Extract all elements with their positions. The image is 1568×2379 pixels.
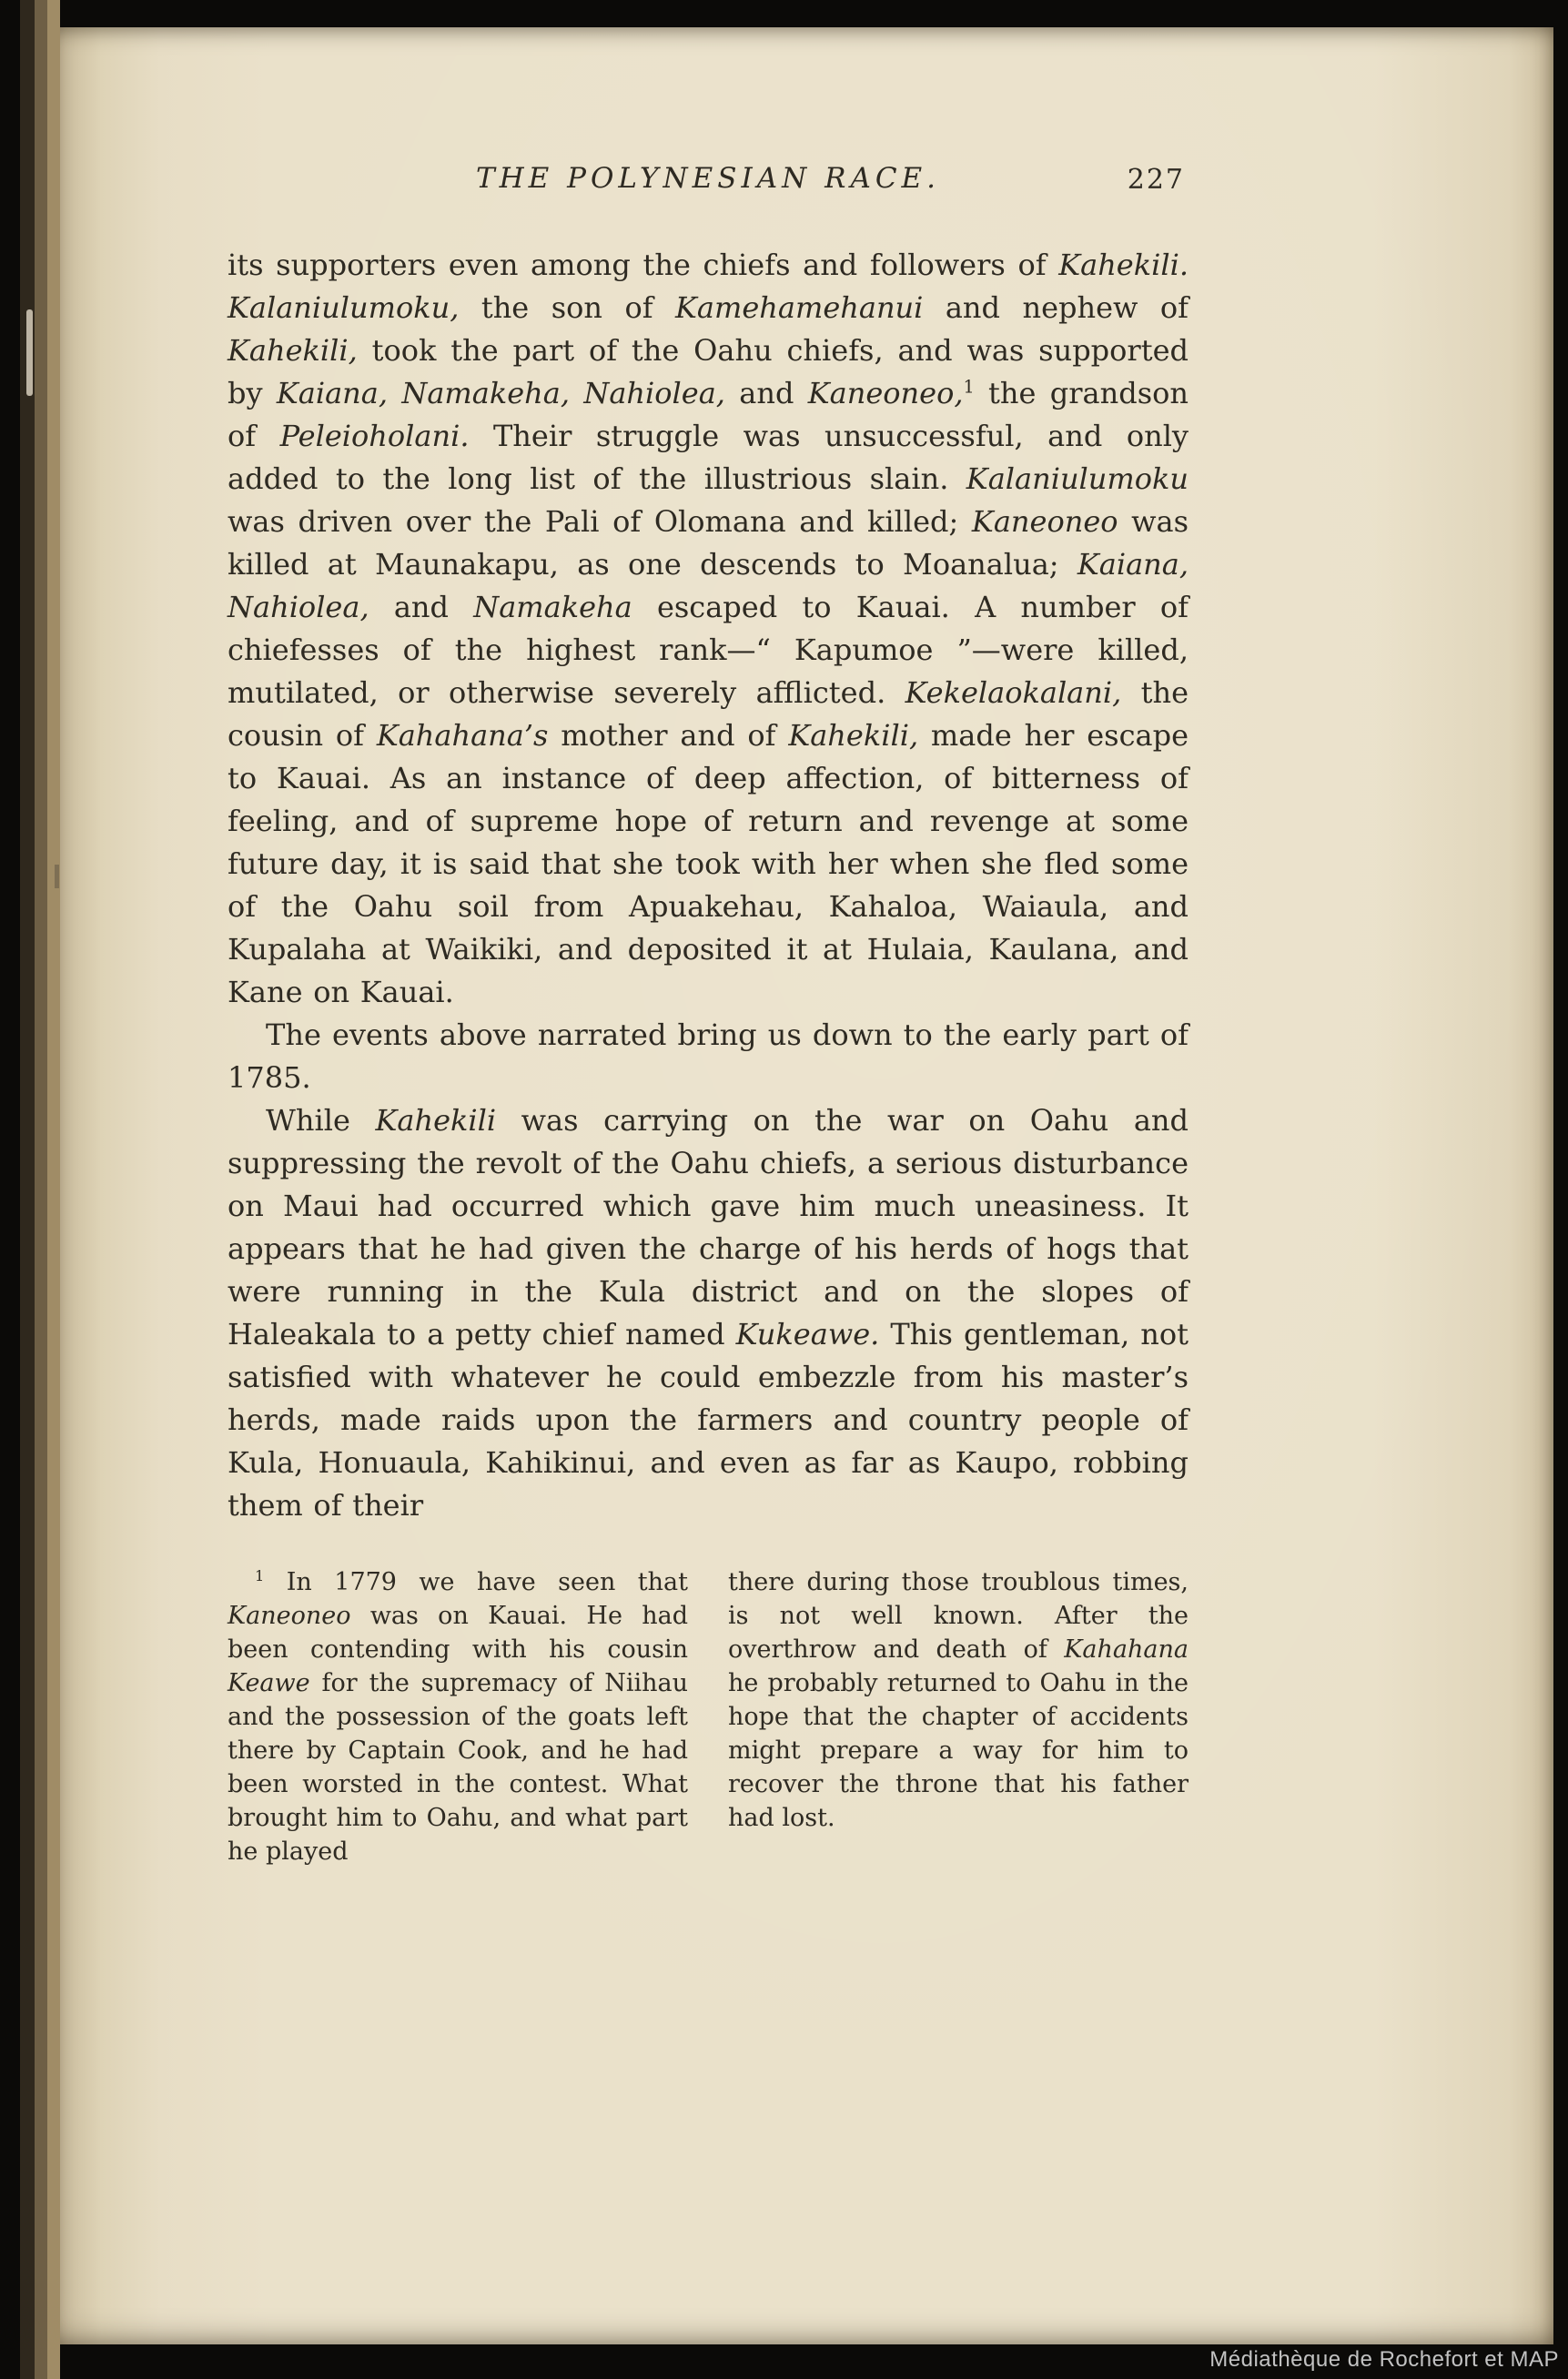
library-watermark: Médiathèque de Rochefort et MAP [1209,2347,1559,2372]
body-paragraph [228,1099,1189,1527]
book-page-edges-light [47,0,60,2379]
footnote [228,1565,1189,1868]
text-run: This gentleman, not satisfied with whatever he could embezzle from his master’s herds, made raids upon the farmers and country people of Kula, Honuaula, Kahikinui, and even as far as Kaupo, robbing them of their [228,1317,1189,1523]
text-run: Kaneoneo [228,1602,351,1630]
text-run: the grandson of [228,376,1189,453]
book-page [60,27,1553,2344]
text-run: was killed at Maunakapu, as one descends to Moanalua; [228,504,1189,582]
text-run: and [369,590,474,624]
footnote-column-left [228,1565,688,1868]
text-run: Kalaniulumoku [966,461,1189,496]
text-run: While [266,1103,376,1138]
text-run: Kahekili, [228,333,358,368]
text-run: Kaneoneo, [807,376,964,410]
body-text [228,244,1189,1527]
text-run: took the part of the Oahu chiefs, and was supported by [228,333,1189,410]
text-run: escaped to Kauai. A number of chiefesses of the highest rank—“ Kapumoe ”—were killed, mutilated, or otherwise severely afflicted. [228,590,1189,710]
text-run: Kahahana [1064,1635,1189,1664]
text-run: made her escape to Kauai. As an instance of deep affection, of bitterness of feeling, and of supreme hope of return and revenge at some future day, it is said that she took with her when she fled some of the Oahu soil from Apuakehau, Kahaloa, Waiaula, and Kupalaha at Waikiki, and deposited it at Hulaia, Kaulana, and Kane on Kauai. [228,718,1189,1009]
footnote-marker: 1 [255,1567,265,1584]
text-run: its supporters even among the chiefs and followers of [228,248,1059,282]
scan-artifact-mark [55,865,59,888]
text-run: there during those troublous times, is not well known. After the overthrow and death of [728,1568,1189,1664]
text-run: Kahekili. [1058,248,1189,282]
text-run: Namakeha [473,590,632,624]
text-run: In 1779 we have seen that [264,1568,688,1596]
footnote-marker: 1 [963,376,975,398]
text-run: was on Kauai. He had been contending with his cousin [228,1602,688,1664]
text-run: and [724,376,808,410]
text-run: Kaiana, Namakeha, Nahiolea, [276,376,725,410]
text-run: Kekelaokalani, [905,675,1122,710]
text-run: Peleioholani. [279,419,470,453]
text-run: Kaiana, Nahiolea, [228,547,1189,624]
text-run: Kaneoneo [971,504,1118,539]
body-paragraph [228,244,1189,1014]
scan-artifact-ribbon [26,309,33,396]
text-block [228,162,1189,1868]
text-run: Keawe [228,1669,310,1697]
text-run: Kukeawe. [735,1317,880,1351]
text-run: the son of [459,290,676,325]
text-run: Kamehamehanui [675,290,924,325]
page-number: 227 [1127,164,1185,196]
text-run: The events above narrated bring us down to the early part of 1785. [228,1017,1189,1095]
text-run: Kahekili [375,1103,497,1138]
book-page-edges [35,0,47,2379]
running-head [228,162,1189,220]
body-paragraph [228,1014,1189,1099]
text-run: mother and of [548,718,789,753]
text-run: the cousin of [228,675,1189,753]
page-header-title: THE POLYNESIAN RACE. [475,162,941,195]
text-run: was driven over the Pali of Olomana and killed; [228,504,972,539]
text-run: Their struggle was unsuccessful, and only added to the long list of the illustrious slain. [228,419,1189,496]
text-run: Kahahana’s [376,718,549,753]
text-run: Kalaniulumoku, [228,290,460,325]
text-run: for the supremacy of Niihau and the possession of the goats left there by Captain Cook, and he had been worsted in the contest. What brought him to Oahu, and what part he played [228,1669,688,1866]
text-run: Kahekili, [788,718,919,753]
footnote-column-right [728,1565,1189,1868]
text-run: he probably returned to Oahu in the hope that the chapter of accidents might prepare a way for him to recover the throne that his father had lost. [728,1669,1189,1832]
text-run: was carrying on the war on Oahu and suppressing the revolt of the Oahu chiefs, a serious disturbance on Maui had occurred which gave him much uneasiness. It appears that he had given the charge of his herds of hogs that were running in the Kula district and on the slopes of Haleakala to a petty chief named [228,1103,1189,1351]
text-run: and nephew of [923,290,1189,325]
